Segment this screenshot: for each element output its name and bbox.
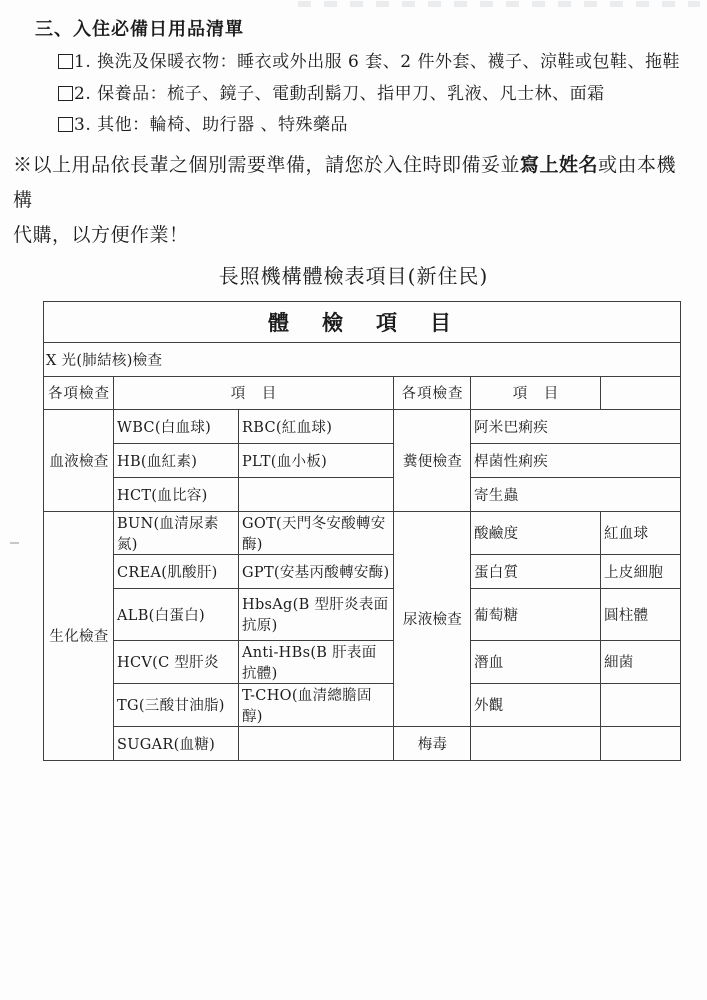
table-cell: RBC(紅血球) xyxy=(239,409,394,443)
table-cell: 酸鹼度 xyxy=(471,511,601,554)
table-cell: WBC(白血球) xyxy=(114,409,239,443)
empty-cell xyxy=(601,683,681,726)
stool-exam-label: 糞便檢查 xyxy=(394,409,471,511)
table-cell: CREA(肌酸肝) xyxy=(114,554,239,588)
syphilis-exam-label: 梅毒 xyxy=(394,726,471,760)
preparation-note xyxy=(13,148,694,253)
list-item xyxy=(58,47,707,79)
table-cell: HB(血紅素) xyxy=(114,443,239,477)
item-number: 3. xyxy=(74,115,92,135)
table-cell: 阿米巴痢疾 xyxy=(471,409,681,443)
note-bold-text: 寫上姓名 xyxy=(520,153,599,176)
biochem-exam-label: 生化檢查 xyxy=(44,511,114,760)
urine-exam-label: 尿液檢查 xyxy=(394,511,471,726)
table-cell: 桿菌性痢疾 xyxy=(471,443,681,477)
item-text: 保養品：梳子、鏡子、電動刮鬍刀、指甲刀、乳液、凡士林、面霜 xyxy=(97,83,605,104)
scan-artifact-top-edge xyxy=(298,1,700,7)
table-cell: Anti-HBs(B 肝表面抗體) xyxy=(239,640,394,683)
empty-cell xyxy=(239,726,394,760)
table-cell: GOT(天門冬安酸轉安酶) xyxy=(239,511,394,554)
item-number: 2. xyxy=(74,83,92,104)
table-cell: T-CHO(血清總膽固醇) xyxy=(239,683,394,726)
empty-cell xyxy=(239,477,394,511)
table-cell: 紅血球 xyxy=(601,511,681,554)
list-item xyxy=(58,79,707,111)
empty-cell xyxy=(471,726,601,760)
item-text: 其他：輪椅、助行器 、特殊藥品 xyxy=(97,115,349,135)
scan-artifact-left-dash xyxy=(10,542,19,544)
health-exam-table xyxy=(43,301,681,761)
xray-exam-cell: X 光(肺結核)檢查 xyxy=(44,342,681,376)
checkbox-icon[interactable] xyxy=(58,54,73,69)
table-cell: BUN(血清尿素氮) xyxy=(114,511,239,554)
table-cell: 圓柱體 xyxy=(601,588,681,640)
table-cell: SUGAR(血糖) xyxy=(114,726,239,760)
table-cell: HCT(血比容) xyxy=(114,477,239,511)
table-cell: HCV(C 型肝炎 xyxy=(114,640,239,683)
item-text: 換洗及保暖衣物：睡衣或外出服 6 套、2 件外套、襪子、涼鞋或包鞋、拖鞋 xyxy=(97,52,680,72)
table-cell: 蛋白質 xyxy=(471,554,601,588)
header-exam-category-left: 各項檢查 xyxy=(44,376,114,409)
empty-cell xyxy=(601,376,681,409)
table-cell: 上皮細胞 xyxy=(601,554,681,588)
table-cell: PLT(血小板) xyxy=(239,443,394,477)
checkbox-icon[interactable] xyxy=(58,117,73,132)
note-line-1 xyxy=(13,148,694,218)
table-cell: ALB(白蛋白) xyxy=(114,588,239,640)
list-item xyxy=(58,110,707,142)
checkbox-icon[interactable] xyxy=(58,86,73,101)
table-cell: 潛血 xyxy=(471,640,601,683)
item-number: 1. xyxy=(74,52,92,72)
header-items-right: 項 目 xyxy=(471,376,601,409)
table-cell: 葡萄糖 xyxy=(471,588,601,640)
note-text: ※以上用品依長輩之個別需要準備，請您於入住時即備妥並 xyxy=(13,153,521,176)
table-cell: HbsAg(B 型肝炎表面抗原) xyxy=(239,588,394,640)
section-heading: 三、入住必備日用品清單 xyxy=(35,19,244,40)
table-cell: 外觀 xyxy=(471,683,601,726)
table-title-cell: 體 檢 項 目 xyxy=(44,301,681,342)
header-items-left: 項 目 xyxy=(114,376,394,409)
header-exam-category-right: 各項檢查 xyxy=(394,376,471,409)
empty-cell xyxy=(601,726,681,760)
exam-table-caption: 長照機構體檢表項目(新住民) xyxy=(218,263,489,288)
table-cell: 細菌 xyxy=(601,640,681,683)
necessities-checklist xyxy=(58,47,707,142)
table-cell: 寄生蟲 xyxy=(471,477,681,511)
table-cell: TG(三酸甘油脂) xyxy=(114,683,239,726)
blood-exam-label: 血液檢查 xyxy=(44,409,114,511)
note-text: 或由本機構 xyxy=(13,153,677,211)
note-line-2: 代購，以方便作業！ xyxy=(13,223,189,246)
table-cell: GPT(安基丙酸轉安酶) xyxy=(239,554,394,588)
